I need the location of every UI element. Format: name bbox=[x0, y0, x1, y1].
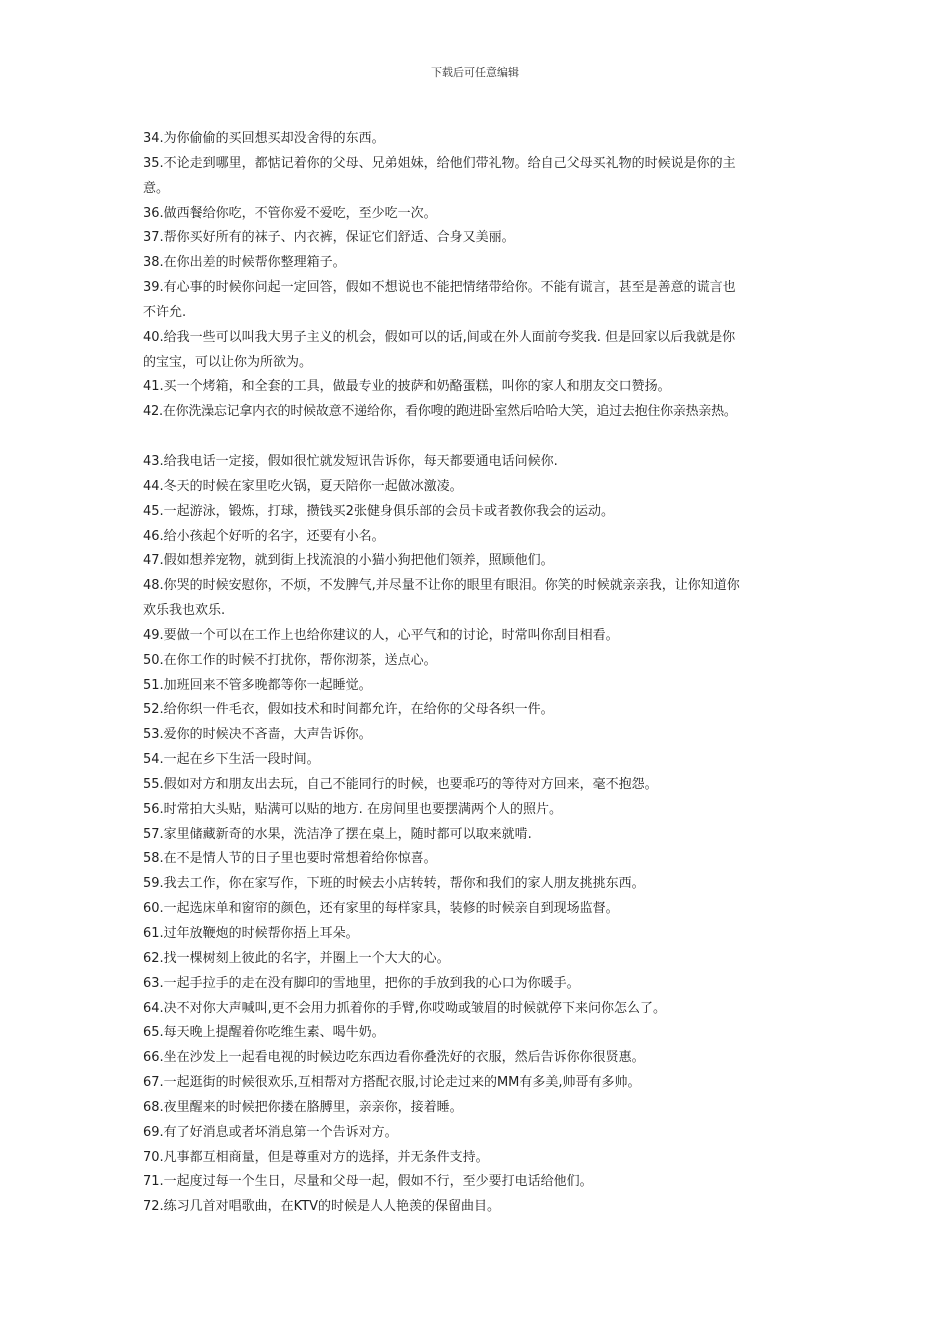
text-line: 71.一起度过每一个生日，尽量和父母一起，假如不行，至少要打电话给他们。 bbox=[143, 1174, 593, 1190]
text-line: 意。 bbox=[143, 180, 170, 196]
text-line: 70.凡事都互相商量，但是尊重对方的选择，并无条件支持。 bbox=[143, 1149, 489, 1165]
text-line: 62.找一棵树刻上彼此的名字，并圈上一个大大的心。 bbox=[143, 950, 450, 966]
text-line: 66.坐在沙发上一起看电视的时候边吃东西边看你叠洗好的衣服，然后告诉你你很贤惠。 bbox=[143, 1050, 645, 1066]
text-line: 41.买一个烤箱，和全套的工具，做最专业的披萨和奶酪蛋糕，叫你的家人和朋友交口赞扬。 bbox=[143, 379, 671, 395]
text-line: 35.不论走到哪里，都惦记着你的父母、兄弟姐妹，给他们带礼物。给自己父母买礼物的时候说是你的主 bbox=[143, 155, 736, 171]
text-line: 63.一起手拉手的走在没有脚印的雪地里，把你的手放到我的心口为你暖手。 bbox=[143, 975, 580, 991]
page-header: 下载后可任意编辑 bbox=[431, 66, 519, 79]
text-line: 56.时常拍大头贴，贴满可以贴的地方. 在房间里也要摆满两个人的照片。 bbox=[143, 801, 562, 817]
text-line: 51.加班回来不管多晚都等你一起睡觉。 bbox=[143, 677, 372, 693]
text-line: 34.为你偷偷的买回想买却没舍得的东西。 bbox=[143, 131, 385, 146]
text-line: 39.有心事的时候你问起一定回答，假如不想说也不能把情绪带给你。不能有谎言，甚至是善意的谎言也 bbox=[143, 280, 736, 296]
text-line: 37.帮你买好所有的袜子、内衣裤，保证它们舒适、合身又美丽。 bbox=[143, 230, 515, 246]
text-line: 45.一起游泳，锻炼，打球，攒钱买2张健身俱乐部的会员卡或者教你我会的运动。 bbox=[143, 503, 614, 519]
blank-line bbox=[143, 425, 833, 450]
text-line: 53.爱你的时候决不吝啬，大声告诉你。 bbox=[143, 727, 372, 743]
text-line: 61.过年放鞭炮的时候帮你捂上耳朵。 bbox=[143, 926, 359, 941]
text-line: 40.给我一些可以叫我大男子主义的机会，假如可以的话,间或在外人面前夸奖我. 但是回家以后我就是你 bbox=[143, 329, 736, 345]
text-line: 54.一起在乡下生活一段时间。 bbox=[143, 752, 320, 768]
text-line: 60.一起选床单和窗帘的颜色，还有家里的每样家具，装修的时候亲自到现场监督。 bbox=[143, 901, 619, 917]
text-line: 42.在你洗澡忘记拿内衣的时候故意不递给你，看你嗖的跑进卧室然后哈哈大笑，追过去抱住你亲热亲热。 bbox=[143, 404, 737, 420]
text-line: 48.你哭的时候安慰你，不烦，不发脾气,并尽量不让你的眼里有眼泪。你笑的时候就亲亲我，让你知道你 bbox=[143, 578, 740, 594]
text-line: 46.给小孩起个好听的名字，还要有小名。 bbox=[143, 528, 385, 544]
text-line: 68.夜里醒来的时候把你搂在胳膊里，亲亲你，接着睡。 bbox=[143, 1099, 463, 1115]
text-line: 72.练习几首对唱歌曲，在KTV的时候是人人艳羡的保留曲目。 bbox=[143, 1199, 501, 1215]
text-line: 69.有了好消息或者坏消息第一个告诉对方。 bbox=[143, 1124, 398, 1140]
text-line: 49.要做一个可以在工作上也给你建议的人，心平气和的讨论，时常叫你刮目相看。 bbox=[143, 627, 619, 643]
text-line: 52.给你织一件毛衣，假如技术和时间都允许，在给你的父母各织一件。 bbox=[143, 702, 554, 718]
text-line: 的宝宝，可以让你为所欲为。 bbox=[143, 354, 313, 370]
text-line: 55.假如对方和朋友出去玩，自己不能同行的时候，也要乖巧的等待对方回来，毫不抱怨。 bbox=[143, 776, 658, 792]
text-line: 不许允. bbox=[143, 304, 187, 320]
text-line: 欢乐我也欢乐. bbox=[143, 603, 226, 619]
text-line: 64.决不对你大声喊叫,更不会用力抓着你的手臂,你哎呦或皱眉的时候就停下来问你怎么了。 bbox=[143, 1000, 666, 1016]
text-line: 43.给我电话一定接，假如很忙就发短讯告诉你，每天都要通电话问候你. bbox=[143, 453, 558, 469]
text-line: 57.家里储藏新奇的水果，洗洁净了摆在桌上，随时都可以取来就啃. bbox=[143, 826, 532, 842]
text-line: 38.在你出差的时候帮你整理箱子。 bbox=[143, 255, 346, 271]
text-line: 67.一起逛街的时候很欢乐,互相帮对方搭配衣服,讨论走过来的MM有多美,帅哥有多帅。 bbox=[143, 1075, 641, 1091]
text-line: 65.每天晚上提醒着你吃维生素、喝牛奶。 bbox=[143, 1025, 385, 1041]
text-line: 59.我去工作，你在家写作，下班的时候去小店转转，帮你和我们的家人朋友挑挑东西。 bbox=[143, 876, 645, 892]
text-line: 58.在不是情人节的日子里也要时常想着给你惊喜。 bbox=[143, 851, 437, 867]
text-line: 36.做西餐给你吃，不管你爱不爱吃，至少吃一次。 bbox=[143, 205, 437, 221]
document-body bbox=[143, 127, 833, 1220]
text-line: 50.在你工作的时候不打扰你，帮你沏茶，送点心。 bbox=[143, 652, 437, 668]
text-line: 47.假如想养宠物，就到街上找流浪的小猫小狗把他们领养，照顾他们。 bbox=[143, 553, 554, 569]
text-line: 44.冬天的时候在家里吃火锅，夏天陪你一起做冰激凌。 bbox=[143, 478, 463, 494]
